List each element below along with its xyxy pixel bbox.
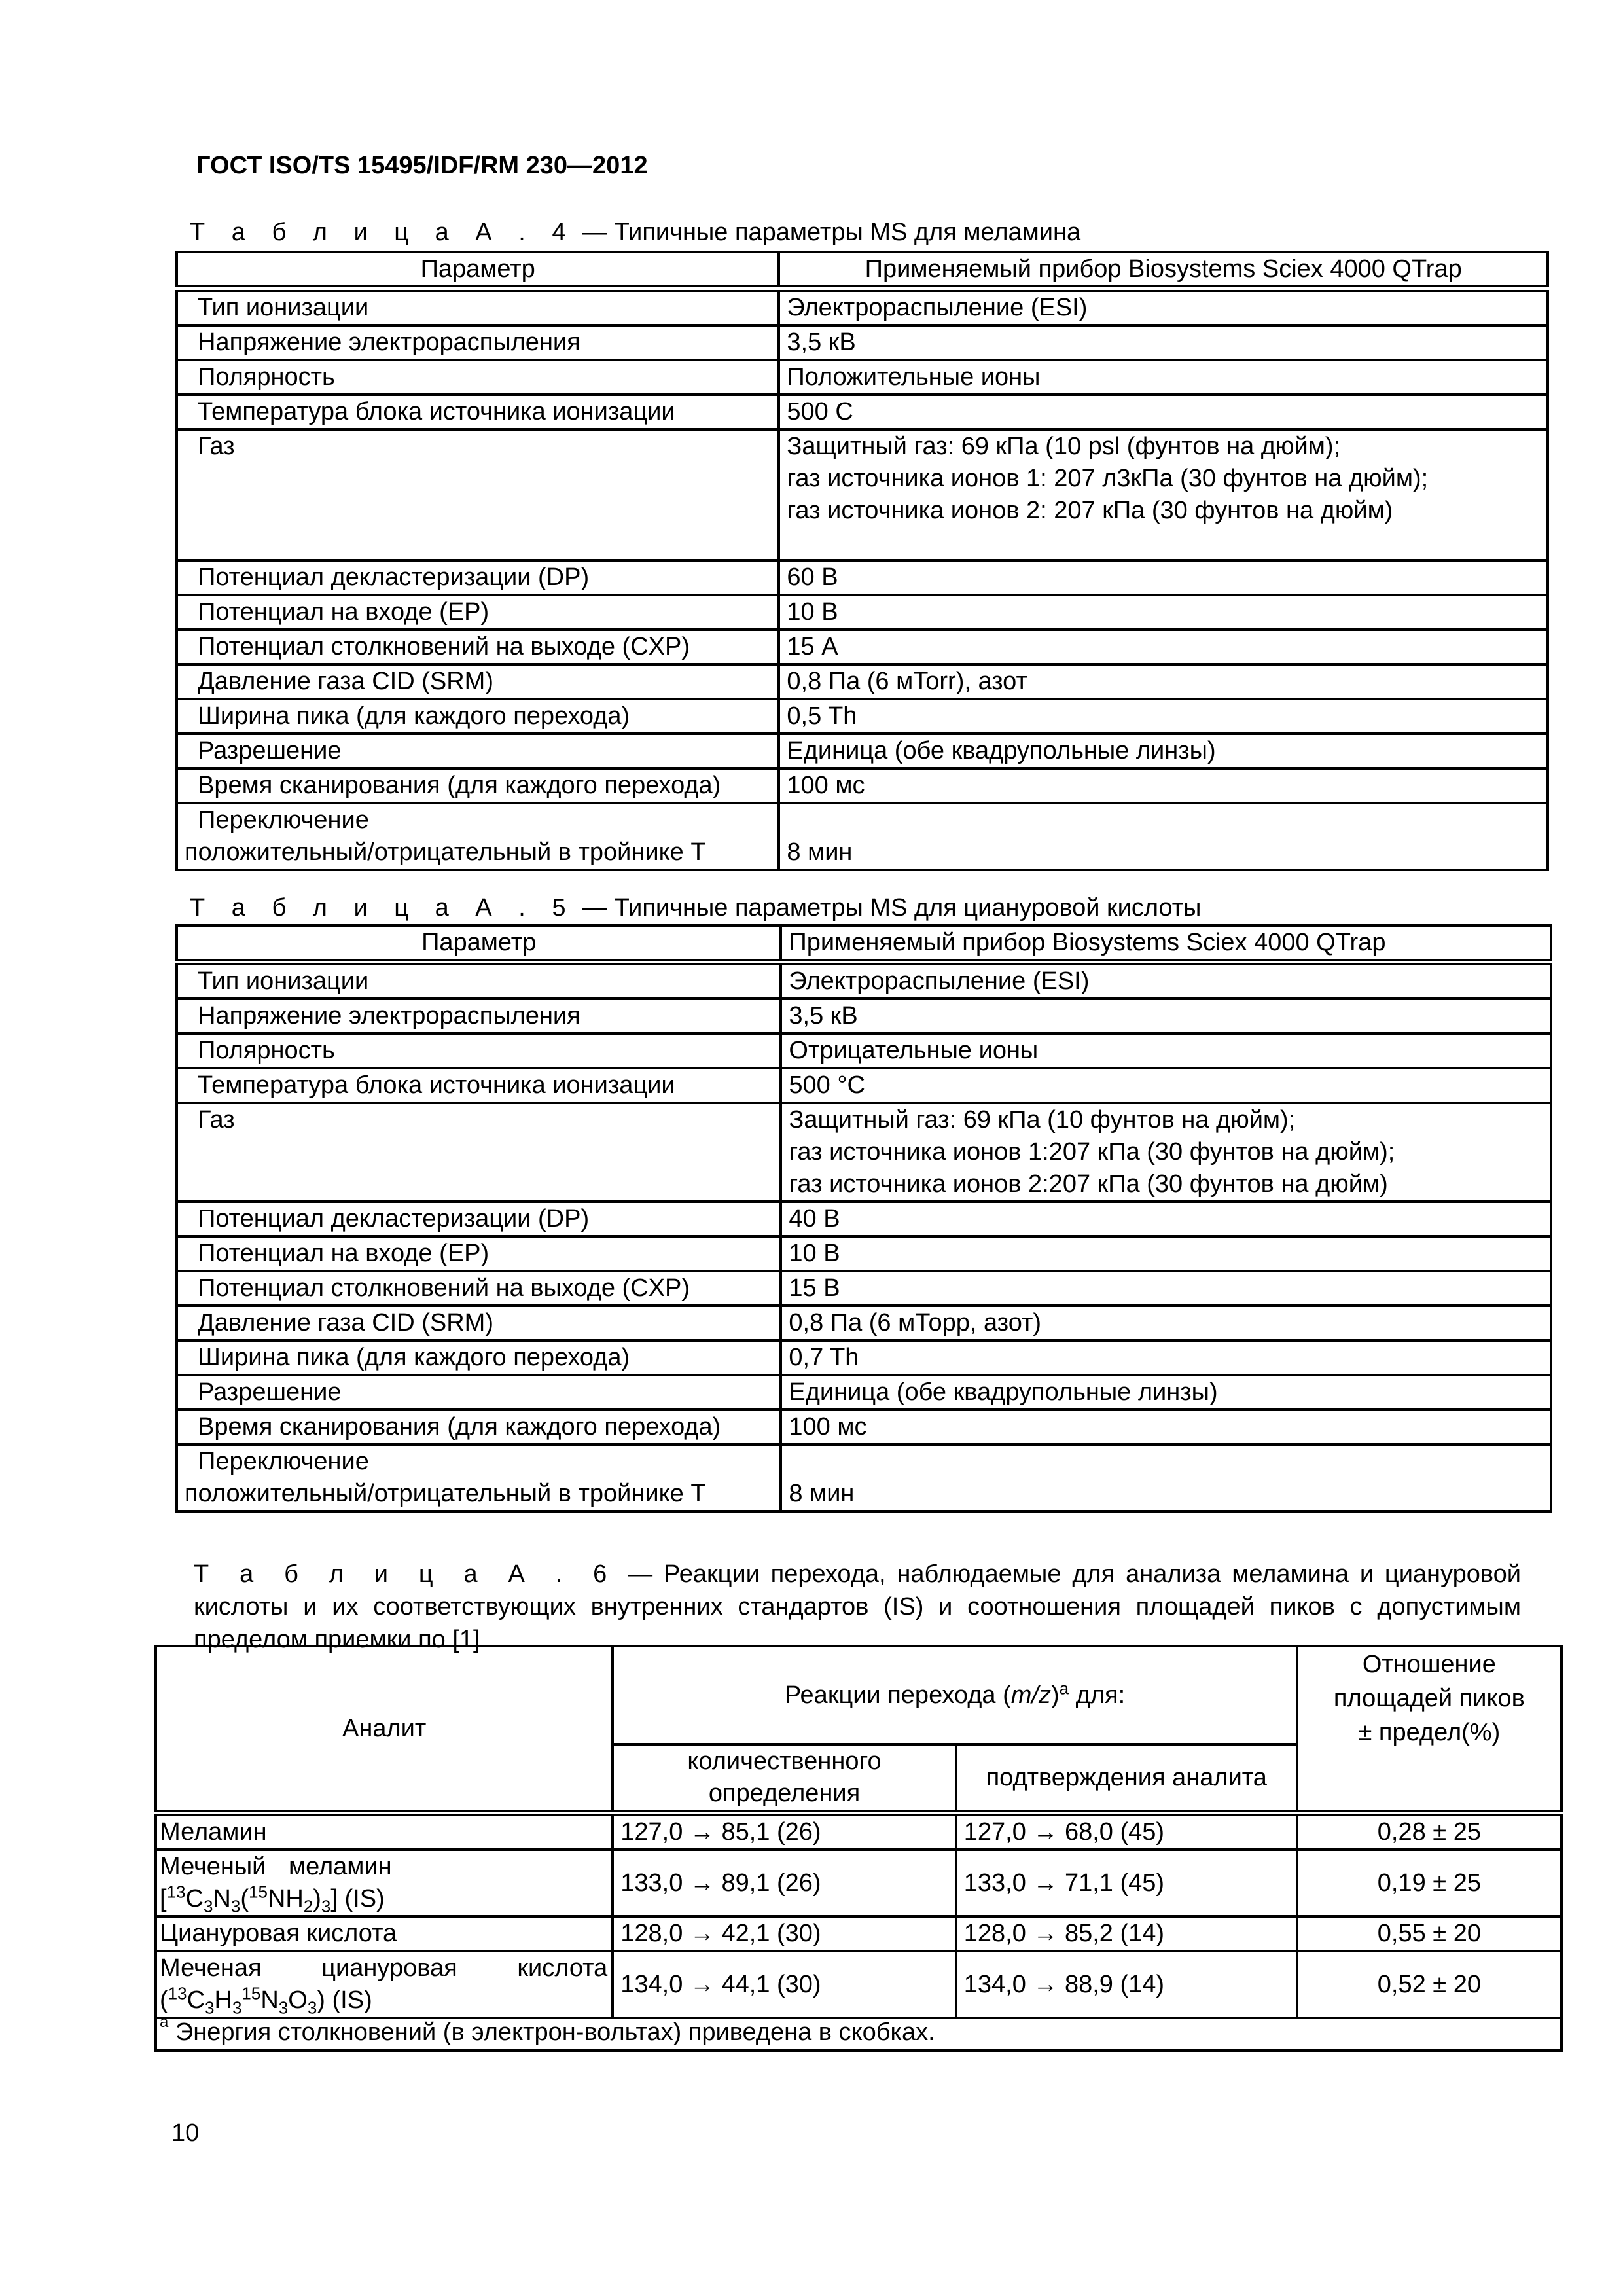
table-a5-caption-label: Т а б л и ц а А . 5 [190, 894, 576, 922]
value-line: Защитный газ: 69 кПа (10 фунтов на дюйм); [789, 1106, 1296, 1134]
analyte-cell [156, 1850, 613, 1916]
param-cell: Время сканирования (для каждого перехода) [177, 1410, 781, 1444]
ratio-cell: 0,55 ± 20 [1297, 1916, 1561, 1951]
analyte-cell [156, 1951, 613, 2018]
table-row [177, 325, 1548, 360]
analyte-name: Меченый меламин [160, 1853, 392, 1880]
param-cell: Время сканирования (для каждого перехода) [177, 768, 779, 803]
footnote-ref: a [1059, 1677, 1069, 1698]
table-row [177, 1236, 1551, 1271]
value-cell: Отрицательные ионы [781, 1033, 1551, 1068]
ratio-cell: 0,28 ± 25 [1297, 1813, 1561, 1850]
analyte-formula: $[^{13}C_3N_3(^{15}NH_2)_3]$ (IS) [160, 1882, 385, 1916]
table-a6-header-ratio [1297, 1646, 1561, 1813]
table-row [177, 699, 1548, 734]
table-a5-caption-text: — Типичные параметры MS для циануровой кислоты [575, 894, 1202, 922]
param-cell: Разрешение [177, 734, 779, 768]
table-row [177, 630, 1548, 664]
value-cell: 100 мс [781, 1410, 1551, 1444]
ratio-cell: 0,52 ± 20 [1297, 1951, 1561, 2018]
param-cell: Напряжение электрораспыления [177, 325, 779, 360]
param-cell [177, 1444, 781, 1511]
table-row [177, 360, 1548, 395]
param-cell: Давление газа CID (SRM) [177, 664, 779, 699]
value-cell: 15 В [781, 1271, 1551, 1306]
table-a6-header-confirm: подтверждения аналита [956, 1744, 1297, 1813]
param-cell: Тип ионизации [177, 962, 781, 999]
table-row [177, 595, 1548, 630]
value-cell: 500 °С [781, 1068, 1551, 1103]
param-cell: Газ [177, 1103, 781, 1202]
param-cell: Температура блока источника ионизации [177, 395, 779, 429]
table-row [177, 999, 1551, 1033]
table-row [177, 1444, 1551, 1511]
table-a4-caption [190, 216, 1080, 249]
value-cell [779, 429, 1548, 560]
table-row [156, 1813, 1561, 1850]
param-cell: Полярность [177, 1033, 781, 1068]
param-cell: Потенциал на входе (EP) [177, 1236, 781, 1271]
table-a6-caption-text: — Реакции перехода, наблюдаемые для анализа меламина и циануровой кислоты и их соответствующих внутренних стандартов (IS) и соотношения площадей пиков с допустимым пределом приемки по [1] [194, 1560, 1522, 1653]
param-cell: Напряжение электрораспыления [177, 999, 781, 1033]
transitions-label: Реакции перехода ( [784, 1681, 1011, 1709]
param-cell: Давление газа CID (SRM) [177, 1306, 781, 1340]
value-cell: Единица (обе квадрупольные линзы) [781, 1375, 1551, 1410]
param-cell: Ширина пика (для каждого перехода) [177, 699, 779, 734]
value-cell: 60 В [779, 560, 1548, 595]
value-line: газ источника ионов 1:207 кПа (30 фунтов на дюйм); [789, 1138, 1395, 1166]
analyte-name: Меченая циануровая кислота [160, 1954, 608, 1982]
table-a4 [175, 251, 1549, 871]
table-a5 [175, 924, 1552, 1513]
param-cell: Потенциал столкновений на выходе (CXP) [177, 630, 779, 664]
value-cell: Электрораспыление (ESI) [779, 289, 1548, 325]
confirm-cell: 133,0 → 71,1 (45) [956, 1850, 1297, 1916]
table-row [177, 1103, 1551, 1202]
param-cell: Потенциал на входе (EP) [177, 595, 779, 630]
value-cell: Положительные ионы [779, 360, 1548, 395]
table-a6-caption-label: Т а б л и ц а А . 6 [194, 1560, 617, 1588]
quant-cell: 128,0 → 42,1 (30) [613, 1916, 955, 1951]
footnote-text: Энергия столкновений (в электрон-вольтах) приведена в скобках. [175, 2018, 935, 2046]
value-cell: 0,8 Па (6 мТорр, азот) [781, 1306, 1551, 1340]
transitions-paren: ) [1050, 1681, 1060, 1709]
value-cell: 8 мин [779, 803, 1548, 870]
table-footnote [156, 2013, 1561, 2051]
param-line: Переключение [198, 1448, 369, 1475]
table-row [177, 1033, 1551, 1068]
table-a6-caption [194, 1558, 1521, 1656]
table-a6-header-transitions [613, 1646, 1296, 1744]
table-row [177, 962, 1551, 999]
param-cell: Потенциал декластеризации (DP) [177, 1202, 781, 1236]
ratio-line: Отношение [1362, 1651, 1496, 1678]
table-a5-caption [190, 891, 1201, 924]
table-footnote-row [156, 2018, 1561, 2051]
table-row [156, 1916, 1561, 1951]
table-row [177, 560, 1548, 595]
table-row [177, 1306, 1551, 1340]
value-cell: 40 В [781, 1202, 1551, 1236]
table-a4-caption-text: — Типичные параметры MS для меламина [575, 219, 1081, 246]
value-line: Защитный газ: 69 кПа (10 psl (фунтов на дюйм); [787, 433, 1341, 460]
value-cell [781, 1103, 1551, 1202]
table-a4-header-device: Применяемый прибор Biosystems Sciex 4000 QTrap [779, 252, 1548, 289]
page-number: 10 [171, 2119, 200, 2147]
table-row [177, 1202, 1551, 1236]
param-cell: Потенциал декластеризации (DP) [177, 560, 779, 595]
param-cell: Потенциал столкновений на выходе (CXP) [177, 1271, 781, 1306]
table-row [177, 429, 1548, 560]
param-cell: Разрешение [177, 1375, 781, 1410]
value-cell: 3,5 кВ [781, 999, 1551, 1033]
value-line: газ источника ионов 1: 207 л3кПа (30 фунтов на дюйм); [787, 465, 1429, 492]
table-a5-header-device: Применяемый прибор Biosystems Sciex 4000 QTrap [781, 925, 1551, 962]
value-cell: 0,7 Th [781, 1340, 1551, 1375]
param-cell: Полярность [177, 360, 779, 395]
value-cell: 8 мин [781, 1444, 1551, 1511]
param-line: положительный/отрицательный в тройнике Т [185, 838, 706, 866]
ratio-cell: 0,19 ± 25 [1297, 1850, 1561, 1916]
table-row [177, 395, 1548, 429]
table-row [177, 1375, 1551, 1410]
document-header: ГОСТ ISO/TS 15495/IDF/RM 230—2012 [196, 152, 648, 179]
quant-cell: 134,0 → 44,1 (30) [613, 1951, 955, 2018]
value-cell: 10 В [779, 595, 1548, 630]
quant-cell: 133,0 → 89,1 (26) [613, 1850, 955, 1916]
table-row [177, 803, 1548, 870]
ratio-line: площадей пиков [1333, 1685, 1525, 1712]
confirm-cell: 134,0 → 88,9 (14) [956, 1951, 1297, 2018]
value-cell: 3,5 кВ [779, 325, 1548, 360]
mz-label: m/z [1010, 1681, 1051, 1709]
table-row [177, 1410, 1551, 1444]
table-a5-header-param: Параметр [177, 925, 781, 962]
table-row [177, 664, 1548, 699]
param-cell: Газ [177, 429, 779, 560]
analyte-formula: $(^{13}C_3H_3^{15}N_3O_3)$ (IS) [160, 1983, 372, 2018]
table-a6-header-quant: количественного определения [613, 1744, 955, 1813]
table-row [177, 289, 1548, 325]
param-cell [177, 803, 779, 870]
value-cell: 0,8 Па (6 мTorr), азот [779, 664, 1548, 699]
table-row [156, 1951, 1561, 2018]
table-row [177, 768, 1548, 803]
table-a4-caption-label: Т а б л и ц а А . 4 [190, 219, 576, 246]
table-row [177, 1271, 1551, 1306]
table-a6 [154, 1645, 1563, 2052]
analyte-cell: Меламин [156, 1813, 613, 1850]
value-cell: 0,5 Th [779, 699, 1548, 734]
value-cell: 10 В [781, 1236, 1551, 1271]
transitions-tail: для: [1069, 1681, 1126, 1709]
table-a4-header-param: Параметр [177, 252, 779, 289]
table-row [177, 1340, 1551, 1375]
value-cell: 100 мс [779, 768, 1548, 803]
analyte-cell: Циануровая кислота [156, 1916, 613, 1951]
value-cell: 500 С [779, 395, 1548, 429]
confirm-cell: 128,0 → 85,2 (14) [956, 1916, 1297, 1951]
quant-cell: 127,0 → 85,1 (26) [613, 1813, 955, 1850]
param-line: положительный/отрицательный в тройнике Т [185, 1480, 706, 1507]
table-a6-header-analyte: Аналит [156, 1646, 613, 1813]
table-row [177, 1068, 1551, 1103]
table-row [156, 1850, 1561, 1916]
param-cell: Ширина пика (для каждого перехода) [177, 1340, 781, 1375]
value-cell: 15 А [779, 630, 1548, 664]
table-row [177, 734, 1548, 768]
param-cell: Температура блока источника ионизации [177, 1068, 781, 1103]
ratio-line: ± предел(%) [1358, 1719, 1501, 1746]
footnote-mark: a [160, 2013, 169, 2032]
param-line: Переключение [198, 806, 369, 834]
value-line: газ источника ионов 2: 207 кПа (30 фунтов на дюйм) [787, 497, 1393, 524]
value-line: газ источника ионов 2:207 кПа (30 фунтов на дюйм) [789, 1170, 1388, 1198]
confirm-cell: 127,0 → 68,0 (45) [956, 1813, 1297, 1850]
value-cell: Единица (обе квадрупольные линзы) [779, 734, 1548, 768]
value-cell: Электрораспыление (ESI) [781, 962, 1551, 999]
param-cell: Тип ионизации [177, 289, 779, 325]
